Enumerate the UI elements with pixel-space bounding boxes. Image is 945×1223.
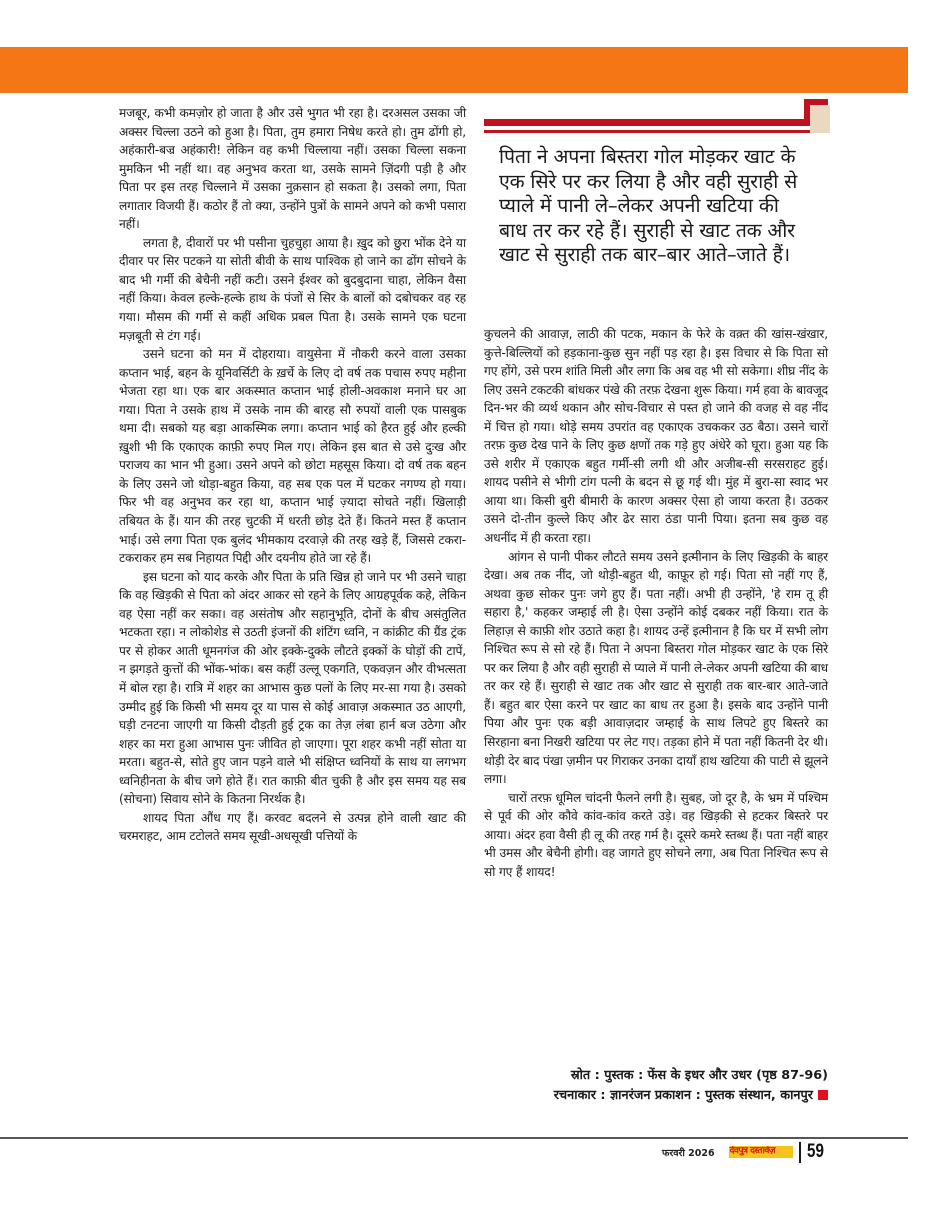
decorative-red-bar [484, 119, 810, 126]
paragraph: चारों तरफ़ धूमिल चांदनी फैलने लगी है। सुबह, जो दूर है, के भ्रम में पश्चिम से पूर्व की ओर कौवे कांव-कांव करते उड़े। वह खिड़की से हटकर बिस्तरे पर आया। अंदर हवा वैसी ही लू की तरह गर्म है। दूसरे कमरे स्तब्ध हैं। पता नहीं बाहर भी उमस और बेचैनी होगी। वह जागते हुए सोचने लगा, अब पिता निश्चित रूप से सो गए हैं शायद! [484, 790, 828, 879]
paragraph: आंगन से पानी पीकर लौटते समय उसने इत्मीनान के लिए खिड़की के बाहर देखा। अब तक नींद, जो थोड़ी-बहुत थी, काफ़ूर हो गई। पिता सो नहीं गए हैं, अथवा कुछ सोकर पुनः जगे हुए हैं। पता नहीं। अभी ही उन्होंने, 'हे राम तू ही सहारा है,' कहकर जम्हाई ली है। ऐसा उन्होंने कोई दबकर नहीं किया। रात के लिहाज़ से काफ़ी शोर उठाते कहा है। शायद उन्हें इत्मीनान है कि घर में सभी लोग निश्चित रूप से सो रहे हैं। पिता ने अपना बिस्तरा गोल मोड़कर खाट के एक सिरे पर कर लिया है और वही सुराही से प्याले में पानी ले-लेकर अपनी खटिया की बाध तर कर रहे हैं। सुराही से खाट तक और खाट से सुराही तक बार-बार आते-जाते हैं। बहुत बार ऐसा करने पर खाट का बाध तर हुआ है। इसके बाद उन्होंने पानी पिया और पुनः एक बड़ी आवाज़दार जम्हाई के साथ लिपटे हुए बिस्तरे का सिरहाना बना निखरी खटिया पर लेट गए। तड़का होने में पता नहीं कितनी देर थी। थोड़ी देर बाद पंखा ज़मीन पर गिराकर उनका दायाँ हाथ खटिया की पाटी से झूलने लगा। [484, 549, 828, 787]
paragraph: उसने घटना को मन में दोहराया। वायुसेना में नौकरी करने वाला उसका कप्तान भाई, बहन के यूनिवर्सिटी के ख़र्चे के लिए दो वर्ष तक पचास रुपए महीना भेजता रहा था। एक बार अकस्मात कप्तान भाई होली-अवकाश मनाने घर आ गया। पिता ने उसके हाथ में उसके नाम की बारह सौ रुपयों वाली एक पासबुक थमा दी। सबको यह बड़ा आकस्मिक लगा। कप्तान भाई को हैरत हुई और हल्की ख़ुशी भी कि एकाएक काफ़ी रुपए मिल गए। लेकिन इस बात से उसे दुःख और पराजय का भान भी हुआ। उसने अपने को छोटा महसूस किया। दो वर्ष तक बहन के लिए उसने जो थोड़ा-बहुत किया, वह सब एक पल में घटकर नगण्य हो गया। फिर भी वह अनुभव कर रहा था, कप्तान भाई ज़्यादा सोचते नहीं। खिलाड़ी तबियत के हैं। यान की तरह चुटकी में धरती छोड़ देते हैं। कितने मस्त हैं कप्तान भाई। उसे लगा पिता एक बुलंद भीमकाय दरवाज़े की तरह खड़े हैं, जिससे टकरा-टकराकर हम सब निहायत पिद्दी और दयनीय होते जा रहे हैं। [119, 347, 466, 566]
decorative-beige-box [810, 105, 830, 133]
paragraph: इस घटना को याद करके और पिता के प्रति खिन्न हो जाने पर भी उसने चाहा कि वह खिड़की से पिता को अंदर आकर सो रहने के लिए आग्रहपूर्वक कहे, लेकिन वह ऐसा नहीं कर सका। वह असंतोष और सहानुभूति, दोनों के बीच असंतुलित भटकता रहा। न लोकोशेड से उठती इंजनों की शंटिंग ध्वनि, न कांक्रीट की ग्रैंड ट्रंक पर से होकर आती धूमनगंज की ओर इक्के-दुक्के लौटते इक्कों के घोड़ों की टापें, न झगड़ते कुत्तों की भोंक-भांक। बस कहीं उल्लू एकगति, एकवज़न और वीभत्सता में बोल रहा है। रात्रि में शहर का आभास कुछ पलों के लिए मर-सा गया है। उसको उम्मीद हुई कि किसी भी समय दूर या पास से कोई आवाज़ अकस्मात उठ आएगी, घड़ी टनटना जाएगी या किसी दौड़ती हुई ट्रक का तेज़ लंबा हार्न बज उठेगा और शहर का मरा हुआ आभास पुनः जीवित हो जाएगा। पूरा शहर कभी नहीं सोता या मरता। बहुत-से, सोते हुए जान पड़ने वाले भी संक्षिप्त ध्वनियों के साथ या लगभग ध्वनिहीनता के बीच जगे होते हैं। रात काफ़ी बीत चुकी है और इस समय यह सब (सोचना) सिवाय सोने के कितना निरर्थक है। [119, 569, 466, 807]
right-column [484, 325, 828, 881]
author-line [554, 1086, 828, 1106]
page-footer [662, 1141, 828, 1163]
page-number: 59 [806, 1141, 824, 1162]
paragraph: मजबूर, कभी कमज़ोर हो जाता है और उसे भुगत भी रहा है। दरअसल उसका जी अक्सर चिल्ला उठने को हुआ है। पिता, तुम हमारा निषेध करते हो। तुम ढोंगी हो, अहंकारी-बज्र अहंकारी! लेकिन वह कभी चिल्लाया नहीं। उसका चिल्ला सकना मुमकिन भी नहीं था। वह अनुभव करता था, उसके सामने ज़िंदगी पड़ी है और पिता पर इस तरह चिल्लाने में उसका नुक़सान हो सकता है। उसको लगा, पिता लगातार विजयी हैं। कठोर हैं तो क्या, उन्होंने पुत्रों के सामने अपने को कभी पसारा नहीं। [119, 106, 466, 232]
paragraph: लगता है, दीवारों पर भी पसीना चुहचुहा आया है। ख़ुद को छुरा भोंक देने या दीवार पर सिर पटकने या सोती बीवी के साथ पाश्विक हो जाने का ढोंग सोचने के बाद भी गर्मी की बेचैनी नहीं कटी। उसने ईश्वर को बुदबुदाना चाहा, लेकिन वैसा नहीं किया। केवल हल्के-हल्के हाथ के पंजों से सिर के बालों को दबोचकर वह रह गया। मौसम की गर्मी से कहीं अधिक प्रबल पिता है। उसके सामने एक घटना मज़बूती से टंग गई। [119, 235, 466, 343]
header-orange-band [0, 47, 908, 93]
source-line: स्रोत : पुस्तक : फेंस के इधर और उधर (पृष्ठ 87-96) [570, 1068, 828, 1083]
left-column [119, 104, 466, 846]
end-mark-icon [818, 1090, 828, 1100]
decorative-red-line [484, 130, 812, 133]
magazine-logo [729, 1146, 793, 1158]
source-credit [554, 1066, 828, 1106]
issue-date: फरवरी 2026 [662, 1147, 715, 1159]
paragraph: कुचलने की आवाज़, लाठी की पटक, मकान के फेरे के वक़्त की खांस-खंखार, कुत्ते-बिल्लियों को हड़काना-कुछ सुन नहीं पड़ रहा है। इस विचार से कि पिता सो गए होंगे, उसे परम शांति मिली और लगा कि अब वह भी सो सकेगा। शीघ्र नींद के लिए उसने टकटकी बांधकर पंखे की तरफ़ देखना शुरू किया। गर्म हवा के बावजूद दिन-भर की व्यर्थ थकान और सोच-विचार से पस्त हो जाने की वजह से वह नींद में चित्त हो गया। थोड़े समय उपरांत वह एकाएक उचककर उठ बैठा। उसने चारों तरफ़ कुछ देख पाने के लिए कुछ क्षणों तक गड़े हुए अंधेरे को घूरा। हुआ यह कि उसे शरीर में एकाएक बहुत गर्मी-सी लगी थी और अजीब-सी सरसराहट हुई। शायद पसीने से भीगी टांग पत्नी के बदन से छू गई थी। मुंह में बुरा-सा स्वाद भर आया था। किसी बुरी बीमारी के कारण अक्सर ऐसा हो जाया करता है। उठकर उसने दो-तीन कुल्ले किए और ढेर सारा ठंडा पानी पिया। इतना सब कुछ वह अधनींद में ही करता रहा। [484, 327, 828, 546]
pull-quote: पिता ने अपना बिस्तरा गोल मोड़कर खाट के एक सिरे पर कर लिया है और वही सुराही से प्याले में पानी ले–लेकर अपनी खटिया की बाध तर कर रहे हैं। सुराही से खाट तक और खाट से सुराही तक बार–बार आते–जाते हैं। [499, 145, 798, 266]
pull-quote-decoration [484, 99, 829, 135]
paragraph: शायद पिता औंध गए हैं। करवट बदलने से उत्पन्न होने वाली खाट की चरमराहट, आम टटोलते समय सूखी-अधसूखी पत्तियों के [119, 810, 466, 844]
footer-rule [0, 1137, 908, 1139]
footer-divider [799, 1142, 801, 1163]
author-text: रचनाकार : ज्ञानरंजन प्रकाशन : पुस्तक संस्थान, कानपुर [553, 1088, 813, 1103]
logo-text: देवपुत्र दस्तावेज़ [729, 1146, 776, 1156]
